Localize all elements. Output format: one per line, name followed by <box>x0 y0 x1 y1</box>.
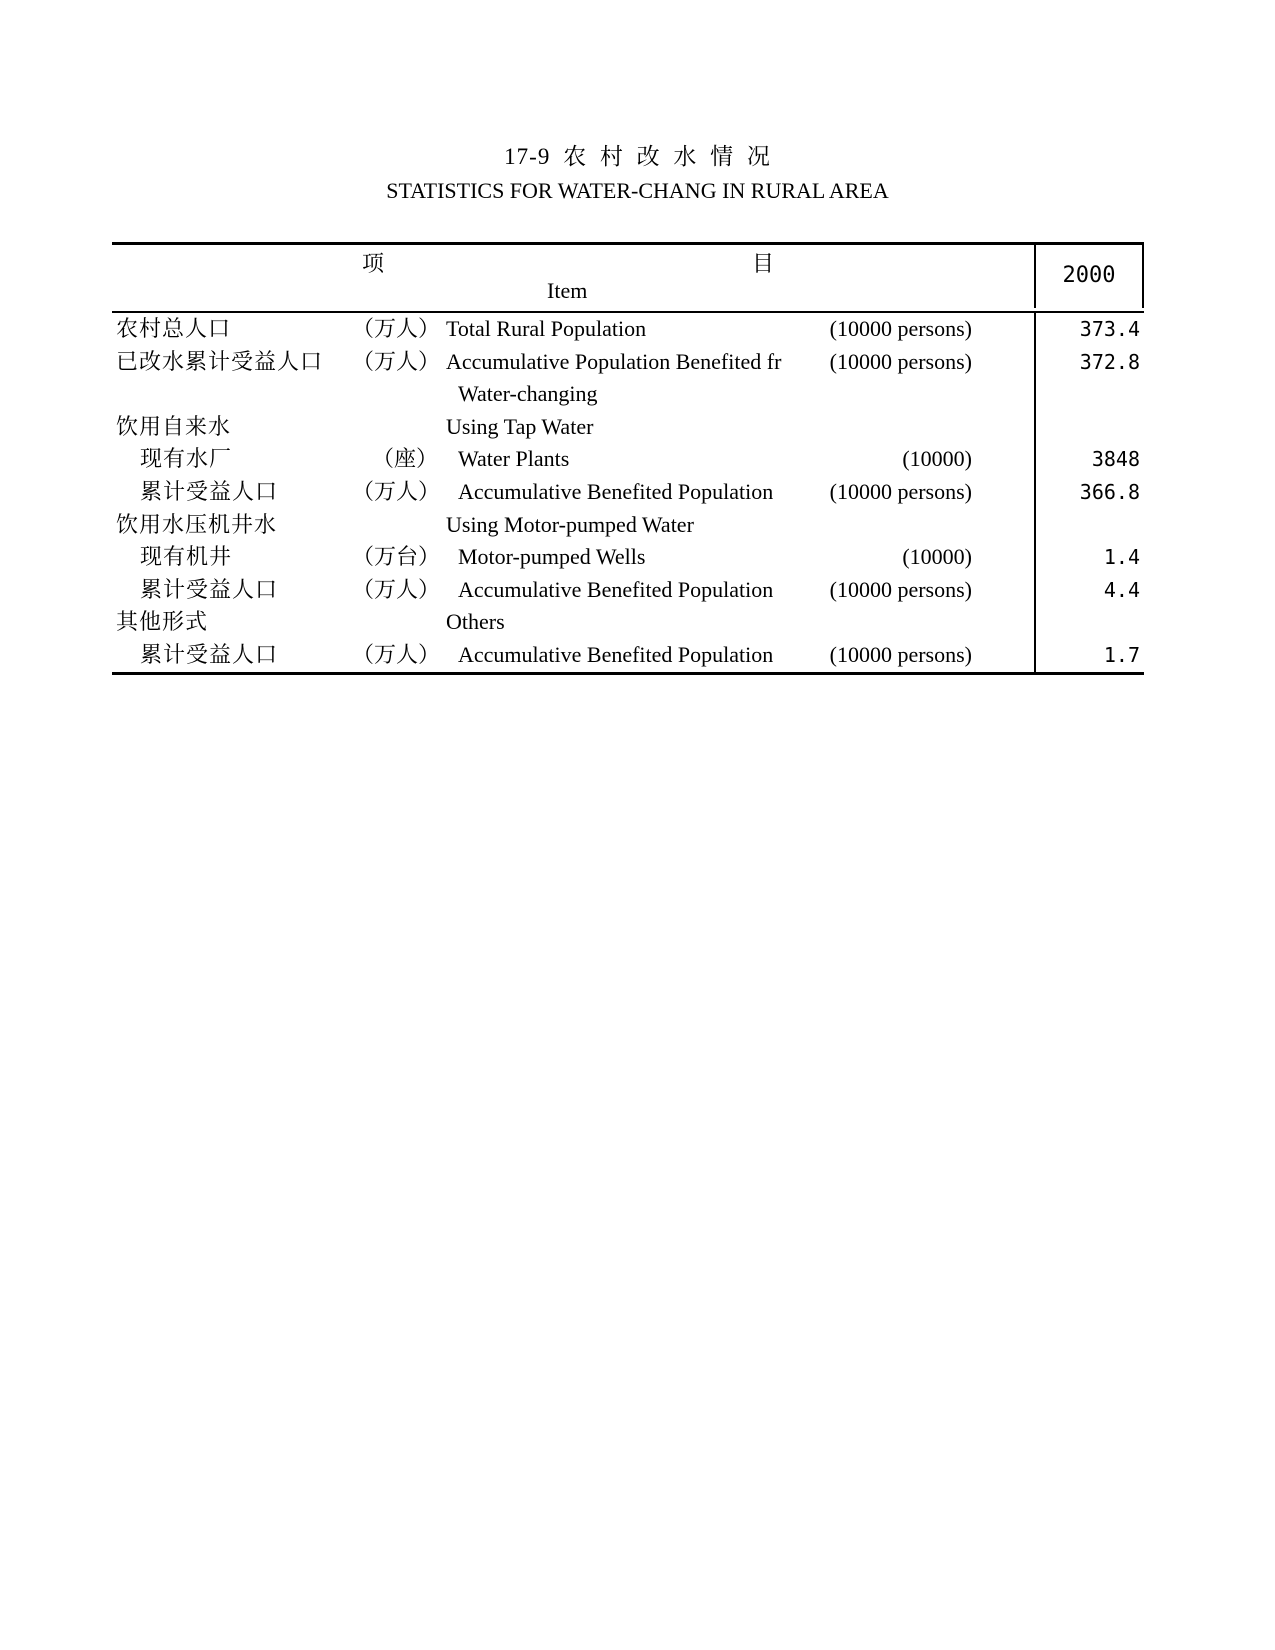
table-row <box>112 639 1144 672</box>
statistics-table <box>112 242 1144 675</box>
row-label-en: Total Rural Population <box>446 316 647 341</box>
header-year: 2000 <box>1034 242 1144 308</box>
header-mu: 目 <box>752 251 775 276</box>
table-header <box>112 242 1144 313</box>
row-value: 3848 <box>1034 443 1144 476</box>
row-unit-en: (10000 persons) <box>824 346 972 378</box>
row-value: 1.7 <box>1034 639 1144 672</box>
table-row <box>112 378 1144 411</box>
row-unit-en: (10000 persons) <box>824 313 972 345</box>
row-unit-en: (10000 persons) <box>824 476 972 508</box>
table-row <box>112 509 1144 542</box>
table-row <box>112 346 1144 379</box>
row-label-cn: 现有机井 <box>140 544 233 570</box>
row-label-en: Accumulative Benefited Population <box>458 641 774 667</box>
row-unit-en: (10000) <box>896 443 972 475</box>
row-value <box>1034 509 1144 542</box>
row-label-en: Using Tap Water <box>446 413 594 439</box>
row-label-en: Motor-pumped Wells <box>458 544 646 570</box>
table-row <box>112 443 1144 476</box>
table-row <box>112 411 1144 444</box>
row-unit-cn: （座） <box>371 446 438 472</box>
row-label-en: Water-changing <box>458 381 598 407</box>
row-label-cn: 饮用水压机井水 <box>116 511 278 537</box>
title-english: STATISTICS FOR WATER-CHANG IN RURAL AREA <box>386 178 889 203</box>
row-label-en: Others <box>446 609 505 635</box>
table-row <box>112 541 1144 574</box>
row-value: 4.4 <box>1034 574 1144 607</box>
row-value <box>1034 411 1144 444</box>
table-body <box>112 313 1144 675</box>
table-row <box>112 574 1144 607</box>
row-unit-cn: （万人） <box>352 576 441 602</box>
row-label-en: Accumulative Population Benefited fr <box>446 348 782 374</box>
row-label-cn: 其他形式 <box>116 609 209 635</box>
row-unit-en: (10000 persons) <box>824 574 972 606</box>
row-unit-cn: （万人） <box>352 348 441 374</box>
row-value: 1.4 <box>1034 541 1144 574</box>
table-row <box>112 606 1144 639</box>
row-label-en: Using Motor-pumped Water <box>446 511 694 537</box>
row-label-cn: 已改水累计受益人口 <box>116 348 324 374</box>
row-label-cn: 农村总人口 <box>116 316 232 341</box>
header-xiang: 项 <box>362 251 385 276</box>
table-row <box>112 313 1144 346</box>
row-value <box>1034 606 1144 639</box>
title-chinese: 17-9 农 村 改 水 情 况 <box>504 144 771 169</box>
table-title-block <box>0 140 1275 208</box>
row-label-cn: 累计受益人口 <box>140 478 279 504</box>
row-label-cn: 饮用自来水 <box>116 413 232 439</box>
row-label-en: Accumulative Benefited Population <box>458 478 774 504</box>
row-label-en: Water Plants <box>458 446 570 472</box>
row-unit-cn: （万人） <box>352 478 441 504</box>
row-unit-en: (10000) <box>896 541 972 573</box>
row-label-cn: 累计受益人口 <box>140 641 279 667</box>
row-unit-cn: （万人） <box>352 641 441 667</box>
row-unit-cn: （万台） <box>352 544 441 570</box>
row-unit-en: (10000 persons) <box>824 639 972 671</box>
header-item: Item <box>547 278 588 303</box>
row-value <box>1034 378 1144 411</box>
row-label-cn: 累计受益人口 <box>140 576 279 602</box>
row-label-en: Accumulative Benefited Population <box>458 576 774 602</box>
table-row <box>112 476 1144 509</box>
row-value: 373.4 <box>1034 313 1144 346</box>
row-value: 372.8 <box>1034 346 1144 379</box>
row-label-cn: 现有水厂 <box>140 446 233 472</box>
row-value: 366.8 <box>1034 476 1144 509</box>
row-unit-cn: （万人） <box>352 316 441 341</box>
